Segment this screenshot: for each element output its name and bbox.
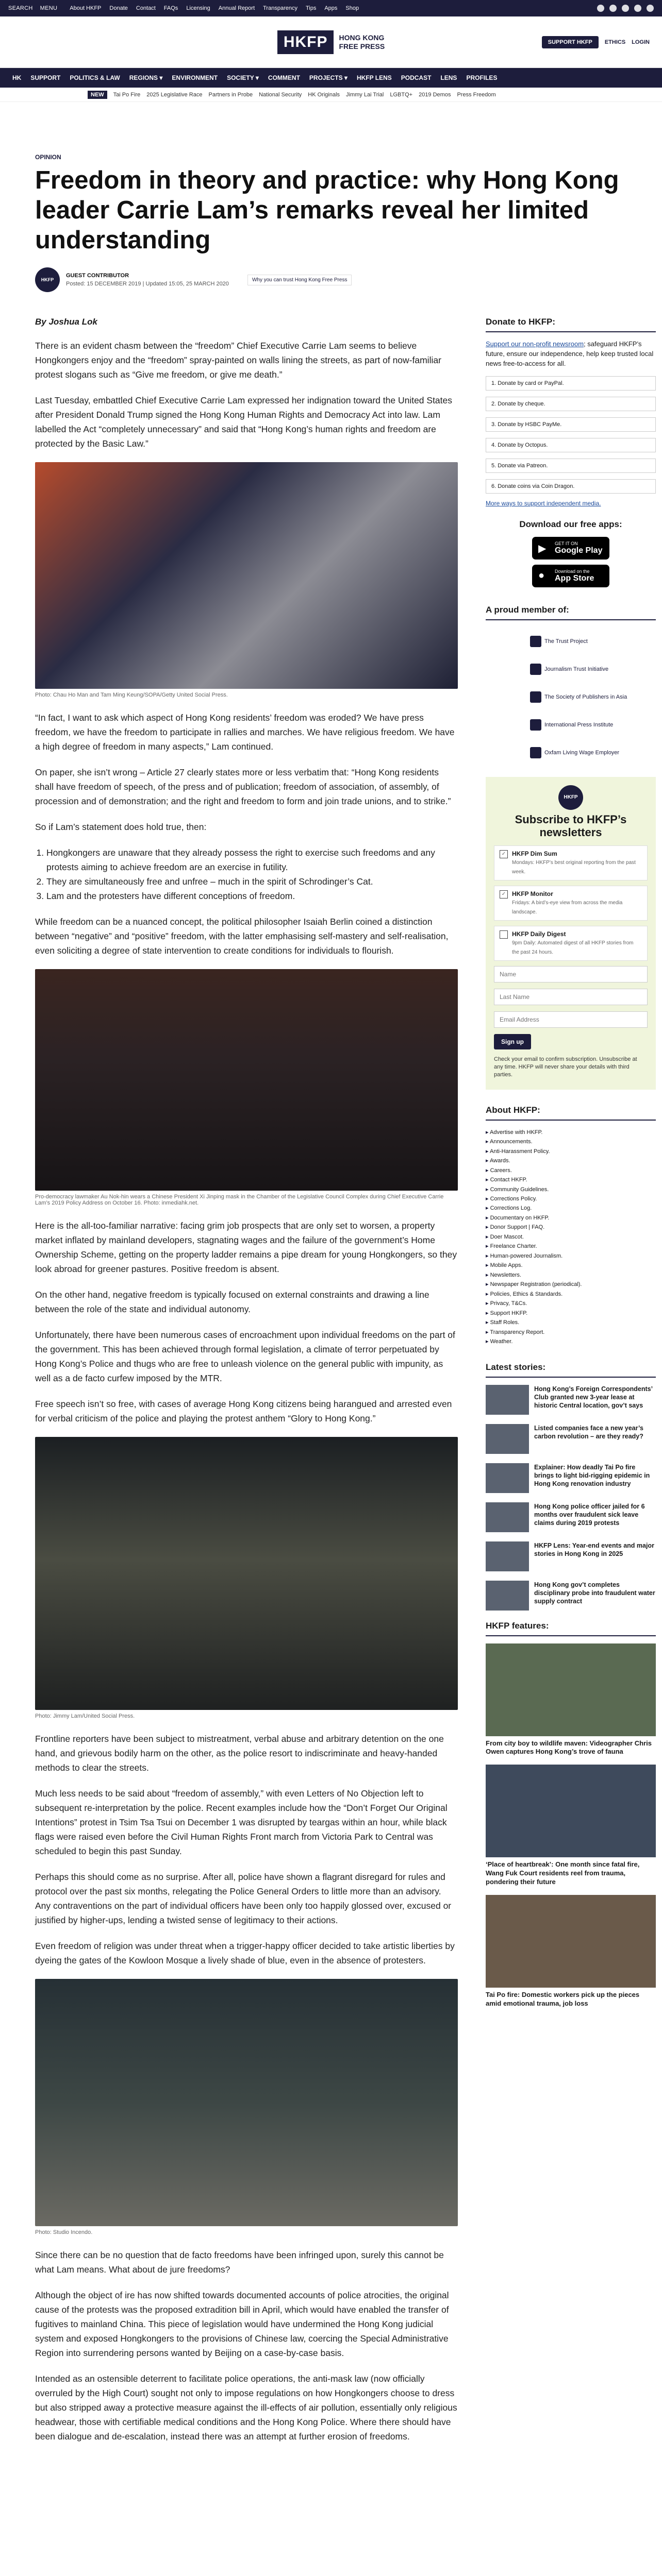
about-link[interactable]: ▸ Community Guidelines. [486, 1185, 656, 1194]
linkedin-icon[interactable] [647, 5, 654, 12]
nav-item-podcast[interactable]: PODCAST [401, 74, 432, 81]
paragraph: Although the object of ire has now shifted towards documented accounts of police atrocities, the original cause of the protests was the proposed extradition bill in April, which would have enabled the transfer of fugitives to mainland China. This piece of legislation would have undermined the Hong Kong judicial system and exposed Hongkongers to the provisions of Chinese law, coercing the Special Administrative Region into surrendering persons wanted by Beijing on a case-by-case basis. [35, 2290, 449, 2359]
donate-option[interactable]: 6. Donate coins via Coin Dragon. [486, 479, 656, 494]
nav-item-comment[interactable]: COMMENT [268, 74, 300, 81]
nav-item-support[interactable]: SUPPORT [30, 74, 61, 81]
about-link[interactable]: ▸ Mobile Apps. [486, 1261, 656, 1270]
nav-item-society[interactable]: SOCIETY ▾ [227, 74, 259, 81]
app-store-button[interactable]: ● Download on the App Store [532, 565, 609, 587]
paragraph: On paper, she isn’t wrong – Article 27 clearly states more or less verbatim that: “Hong Kong residents shall have freedom of speech, of the press and of publication; freedom of association, of assembly, of procession and of demonstration; and the right and freedom to form and join trade unions, and to strike.” [35, 767, 451, 807]
member-logo[interactable]: International Press Institute [486, 711, 656, 739]
story-thumbnail [486, 1541, 529, 1571]
email-field[interactable] [494, 1011, 648, 1028]
nav-item-politics[interactable]: POLITICS & LAW [70, 74, 120, 81]
article-figure [35, 1979, 458, 2235]
util-link-tips[interactable]: Tips [305, 5, 317, 11]
nav-item-environment[interactable]: ENVIRONMENT [172, 74, 218, 81]
util-link-faqs[interactable]: FAQs [163, 5, 178, 11]
newsletter-option[interactable]: ✓ HKFP Monitor Fridays: A bird’s-eye view from across the media landscape. [494, 886, 648, 921]
nav-item-hkfp-lens[interactable]: HKFP LENS [356, 74, 392, 81]
trending-item[interactable]: Jimmy Lai Trial [346, 91, 384, 98]
image-caption: Pro-democracy lawmaker Au Nok-hin wears a Chinese President Xi Jinping mask in the Chamber of the Legislative Council Complex during Chief Executive Carrie Lam’s 2019 Policy Address on October 16. Photo: inmediahk.net. [35, 1194, 444, 1207]
trending-item[interactable]: LGBTQ+ [390, 91, 413, 98]
image-caption: Photo: Jimmy Lam/United Social Press. [35, 1713, 135, 1720]
about-link[interactable]: ▸ Freelance Charter. [486, 1242, 656, 1251]
paragraph: On the other hand, negative freedom is typically focused on external constraints and drawing a line between the role of the state and individual autonomy. [35, 1290, 429, 1315]
site-logo[interactable] [277, 30, 385, 54]
paragraph: Perhaps this should come as no surprise. After all, police have shown a flagrant disregard for rules and protocol over the past six months, relegating the Police General Orders to little more than an advisory. Any contraventions on the part of individual officers have been only too happily glossed over, excused or justified by higher-ups, lending a twisted sense of legitimacy to their actions. [35, 1872, 452, 1926]
about-link[interactable]: ▸ Support HKFP. [486, 1309, 656, 1318]
member-logo[interactable]: Oxfam Living Wage Employer [486, 739, 656, 767]
about-link[interactable]: ▸ Donor Support | FAQ. [486, 1223, 656, 1232]
donate-link[interactable]: Support our non-profit newsroom [486, 340, 584, 348]
image-caption: Photo: Studio Incendo. [35, 2229, 93, 2236]
about-link[interactable]: ▸ Advertise with HKFP. [486, 1128, 656, 1137]
about-link[interactable]: ▸ Weather. [486, 1337, 656, 1346]
feature-image [486, 1895, 656, 1988]
logo-line-2: FREE PRESS [339, 42, 385, 50]
category-tag[interactable]: OPINION [35, 154, 61, 161]
list-item[interactable]: Hong Kong police officer jailed for 6 months over fraudulent sick leave claims during 2019 protests [486, 1502, 656, 1532]
utility-links [70, 5, 359, 11]
member-logo[interactable]: The Society of Publishers in Asia [486, 683, 656, 711]
about-link[interactable]: ▸ Contact HKFP. [486, 1175, 656, 1184]
paragraph: While freedom can be a nuanced concept, the political philosopher Isaiah Berlin coined a distinction between “negative” and “positive” freedom, with the latter emphasising self-mastery and self-realisation, even soliciting a degree of state intervention to create conditions for individuals to flourish. [35, 917, 449, 956]
donate-option[interactable]: 3. Donate by HSBC PayMe. [486, 417, 656, 432]
paragraph: Much less needs to be said about “freedom of assembly,” with even Letters of No Objection left to subsequent re-interpretation by the police. Recent examples include how the “Don’t Forget Our Original Intentions” protest in Tsim Tsa Tsui on December 1 was disrupted by teargas within an hour, while black flags were raised even before the Civil Human Rights Front march from Victoria Park to Central was scheduled to begin this past Sunday. [35, 1788, 448, 1857]
list-item[interactable]: HKFP Lens: Year-end events and major stories in Hong Kong in 2025 [486, 1541, 656, 1571]
about-link[interactable]: ▸ Staff Roles. [486, 1318, 656, 1327]
feature-item[interactable]: Tai Po fire: Domestic workers pick up the pieces amid emotional trauma, job loss [486, 1895, 656, 2008]
trending-item[interactable]: Tai Po Fire [113, 91, 141, 98]
util-link-contact[interactable]: Contact [136, 5, 156, 11]
sopa-icon [530, 691, 541, 703]
about-link[interactable]: ▸ Corrections Log. [486, 1204, 656, 1213]
util-link-annual-report[interactable]: Annual Report [218, 5, 255, 11]
newsletter-option[interactable]: HKFP Daily Digest 9pm Daily: Automated digest of all HKFP stories from the past 24 hours. [494, 926, 648, 961]
trending-item[interactable]: HK Originals [308, 91, 340, 98]
about-link[interactable]: ▸ Announcements. [486, 1137, 656, 1146]
newsletter-title: Subscribe to HKFP’s newsletters [515, 812, 627, 839]
utility-bar [0, 0, 662, 16]
logo-mark: HKFP [277, 30, 334, 54]
masthead [0, 16, 662, 68]
article-figure [35, 1437, 458, 1719]
article-figure [35, 462, 458, 698]
numbered-list [46, 845, 458, 903]
byline [35, 267, 627, 292]
legco-chamber-photo [35, 969, 458, 1191]
image-caption: Photo: Chau Ho Man and Tam Ming Keung/SOPA/Getty United Social Press. [35, 692, 228, 699]
about-link[interactable]: ▸ Doer Mascot. [486, 1232, 656, 1242]
latest-heading: Latest stories: [486, 1362, 656, 1378]
apple-icon: ● [538, 569, 545, 581]
trending-item[interactable]: 2019 Demos [419, 91, 451, 98]
trust-link[interactable]: Why you can trust Hong Kong Free Press [247, 275, 352, 285]
list-item[interactable]: Listed companies face a new year’s carbon revolution – are they ready? [486, 1424, 656, 1454]
about-link[interactable]: ▸ Privacy, T&Cs. [486, 1299, 656, 1308]
play-icon: ▶ [538, 543, 547, 554]
article-body [35, 317, 458, 2455]
kowloon-mosque-photo [35, 1979, 458, 2226]
util-link-donate[interactable]: Donate [109, 5, 128, 11]
donate-option[interactable]: 2. Donate by cheque. [486, 397, 656, 411]
story-thumbnail [486, 1463, 529, 1493]
feature-image [486, 1765, 656, 1857]
trending-bar [0, 88, 662, 102]
paragraph: So if Lam’s statement does hold true, then: [35, 822, 207, 833]
search-button[interactable]: SEARCH [8, 5, 33, 11]
main-nav [0, 68, 662, 88]
trust-project-icon [530, 636, 541, 647]
donate-option[interactable]: 5. Donate via Patreon. [486, 459, 656, 473]
nav-item-projects[interactable]: PROJECTS ▾ [309, 74, 347, 81]
features-heading: HKFP features: [486, 1621, 656, 1636]
login-link[interactable]: LOGIN [632, 39, 650, 45]
police-street-photo [35, 1437, 458, 1710]
last-name-field[interactable] [494, 989, 648, 1005]
membership-heading: A proud member of: [486, 605, 656, 620]
util-link-apps[interactable]: Apps [324, 5, 338, 11]
about-link[interactable]: ▸ Awards. [486, 1156, 656, 1165]
newsletter-option[interactable]: ✓ HKFP Dim Sum Mondays: HKFP’s best original reporting from the past week. [494, 845, 648, 880]
paragraph: “In fact, I want to ask which aspect of Hong Kong residents’ freedom was eroded? We have press freedom, we have the freedom to participate in rallies and marches. We have religious freedom. We have a high degree of freedom in many aspects,” Lam continued. [35, 713, 455, 752]
support-button[interactable]: SUPPORT HKFP [542, 36, 599, 48]
signup-button[interactable]: Sign up [494, 1034, 531, 1049]
feature-item[interactable]: From city boy to wildlife maven: Videographer Chris Owen captures Hong Kong’s trove of fauna [486, 1643, 656, 1757]
about-link[interactable]: ▸ Documentary on HKFP. [486, 1213, 656, 1223]
nav-item-regions[interactable]: REGIONS ▾ [129, 74, 163, 81]
story-thumbnail [486, 1502, 529, 1532]
about-link[interactable]: ▸ Newsletters. [486, 1270, 656, 1280]
ethics-link[interactable]: ETHICS [604, 39, 626, 45]
about-link[interactable]: ▸ Corrections Policy. [486, 1194, 656, 1204]
story-thumbnail [486, 1424, 529, 1454]
paragraph: Here is the all-too-familiar narrative: facing grim job prospects that are only set to worsen, a property market inflated by mainland developers, stagnating wages and the failure of the government’s Home Ownership Scheme, getting on the property ladder remains a pipe dream for young Hongkongers, so they look abroad for greener pastures. Positive freedom is absent. [35, 1221, 457, 1275]
logo-line-1: HONG KONG [339, 33, 385, 42]
nav-item-lens[interactable]: LENS [440, 74, 457, 81]
jti-icon [530, 664, 541, 675]
content-columns [0, 317, 662, 2455]
feature-item[interactable]: ‘Place of heartbreak’: One month since fatal fire, Wang Fuk Court residents reel from trauma, pondering their future [486, 1765, 656, 1887]
twitter-icon[interactable] [609, 5, 617, 12]
trending-item[interactable]: 2025 Legislative Race [146, 91, 203, 98]
checkbox[interactable]: ✓ [500, 890, 508, 899]
oxfam-icon [530, 747, 541, 758]
article-author: By Joshua Lok [35, 317, 97, 327]
article-header [0, 102, 662, 292]
instagram-icon[interactable] [622, 5, 629, 12]
apps-heading: Download our free apps: [519, 519, 622, 529]
avatar: HKFP [35, 267, 60, 292]
story-thumbnail [486, 1581, 529, 1611]
donate-heading: Donate to HKFP: [486, 317, 656, 332]
about-link[interactable]: ▸ Human-powered Journalism. [486, 1251, 656, 1261]
paragraph: There is an evident chasm between the “freedom” Chief Executive Carrie Lam seems to believe Hongkongers enjoy and the “freedom” spray-painted on walls lining the streets, as part of now-familiar protest slogans such as “Give me freedom, or give me death.” [35, 341, 441, 380]
about-link[interactable]: ▸ Newspaper Registration (periodical). [486, 1280, 656, 1289]
list-item[interactable]: Explainer: How deadly Tai Po fire brings to light bid-rigging epidemic in Hong Kong renovation industry [486, 1463, 656, 1493]
nav-item-hk[interactable]: HK [12, 74, 22, 81]
donate-option[interactable]: 4. Donate by Octopus. [486, 438, 656, 452]
donate-option[interactable]: 1. Donate by card or PayPal. [486, 376, 656, 391]
paragraph: Unfortunately, there have been numerous cases of encroachment upon individual freedoms on the part of the government. This has been achieved through formal legislation, a climate of terror perpetuated by Hong Kong’s Police and thugs who are free to unleash violence on the general public with impunity, as well as a de facto curfew imposed by the MTR. [35, 1330, 455, 1384]
list-item: 2. They are simultaneously free and unfree – much in the spirit of Schrodinger’s Cat. [46, 874, 458, 889]
newsletter-logo: HKFP [558, 785, 583, 810]
newsletter-note: Check your email to confirm subscription. Unsubscribe at any time. HKFP will never share your details with third parties. [494, 1056, 637, 1078]
donate-widget [486, 317, 656, 507]
article-headline: Freedom in theory and practice: why Hong Kong leader Carrie Lam’s remarks reveal her limited understanding [35, 166, 619, 254]
youtube-icon[interactable] [634, 5, 641, 12]
story-thumbnail [486, 1385, 529, 1415]
ipi-icon [530, 719, 541, 731]
protest-flags-photo [35, 462, 458, 689]
util-link-licensing[interactable]: Licensing [186, 5, 210, 11]
paragraph: Free speech isn’t so free, with cases of average Hong Kong citizens being harangued and arrested even for verbal criticism of the police and playing the protest anthem “Glory to Hong Kong.” [35, 1399, 452, 1424]
about-link[interactable]: ▸ Policies, Ethics & Standards. [486, 1290, 656, 1299]
about-link[interactable]: ▸ Transparency Report. [486, 1328, 656, 1337]
trending-label: NEW [88, 91, 107, 99]
paragraph: Frontline reporters have been subject to mistreatment, verbal abuse and arbitrary detention on the one hand, and grievous bodily harm on the other, as the police resort to indiscriminate and heavy-handed methods to clear the streets. [35, 1734, 444, 1773]
checkbox[interactable] [500, 930, 508, 939]
google-play-button[interactable]: ▶ GET IT ON Google Play [532, 537, 609, 560]
menu-button[interactable]: MENU [40, 5, 58, 11]
byline-dates: Posted: 15 DECEMBER 2019 | Updated 15:05, 25 MARCH 2020 [66, 281, 229, 287]
util-link-shop[interactable]: Shop [345, 5, 359, 11]
checkbox[interactable]: ✓ [500, 850, 508, 858]
about-link[interactable]: ▸ Anti-Harassment Policy. [486, 1147, 656, 1156]
list-item: 1. Hongkongers are unaware that they already possess the right to exercise such freedoms and any protests aiming to achieve freedom are an exercise in futility. [46, 845, 458, 874]
member-logo[interactable]: Journalism Trust Initiative [486, 655, 656, 683]
about-list [486, 1128, 656, 1347]
feature-image [486, 1643, 656, 1736]
list-item: 3. Lam and the protesters have different conceptions of freedom. [46, 889, 458, 903]
list-item[interactable]: Hong Kong gov’t completes disciplinary probe into fraudulent water supply contract [486, 1581, 656, 1611]
paragraph: Since there can be no question that de facto freedoms have been infringed upon, surely this cannot be what Lam means. What about de jure freedoms? [35, 2250, 444, 2275]
sidebar [486, 317, 656, 2455]
trending-item[interactable]: Press Freedom [457, 91, 496, 98]
member-logo[interactable]: The Trust Project [486, 628, 656, 655]
nav-item-profiles[interactable]: PROFILES [466, 74, 498, 81]
paragraph: Intended as an ostensible deterrent to facilitate police operations, the anti-mask law (now officially overruled by the High Court) sought not only to impose regulations on how Hongkongers choose to dress but also stripped away a protective measure against the ill-effects of air pollution, essentially only religious headwear, those with certifiable medical conditions and the Hong Kong Police. Where there should have been dialogue and de-escalation, instead there was an attempt at further erosion of freedoms. [35, 2374, 457, 2442]
about-link[interactable]: ▸ Careers. [486, 1166, 656, 1175]
donate-text: ; safeguard HKFP’s future, ensure our independence, help keep trusted local news free-to-access for all. [486, 340, 654, 368]
newsletter-widget [486, 777, 656, 1090]
about-heading: About HKFP: [486, 1105, 656, 1121]
name-field[interactable] [494, 966, 648, 982]
list-item[interactable]: Hong Kong’s Foreign Correspondents’ Club granted new 3-year lease at historic Central location, gov’t says [486, 1385, 656, 1415]
byline-author[interactable]: GUEST CONTRIBUTOR [66, 272, 129, 279]
paragraph: Last Tuesday, embattled Chief Executive Carrie Lam expressed her indignation toward the United States after President Donald Trump signed the Hong Kong Human Rights and Democracy Act into law. Lam labelled the Act “completely unnecessary” and said that “Hong Kong’s human rights and freedom are protected by the Basic Law.” [35, 395, 453, 449]
trending-item[interactable]: National Security [259, 91, 302, 98]
trending-item[interactable]: Partners in Probe [208, 91, 253, 98]
more-ways-link[interactable]: More ways to support independent media. [486, 499, 601, 507]
facebook-icon[interactable] [597, 5, 604, 12]
util-link-about[interactable]: About HKFP [70, 5, 102, 11]
paragraph: Even freedom of religion was under threat when a trigger-happy officer decided to take artistic liberties by dyeing the gates of the Kowloon Mosque a lively shade of blue, even in the absence of protesters. [35, 1941, 455, 1966]
util-link-transparency[interactable]: Transparency [263, 5, 297, 11]
article-figure [35, 969, 458, 1206]
